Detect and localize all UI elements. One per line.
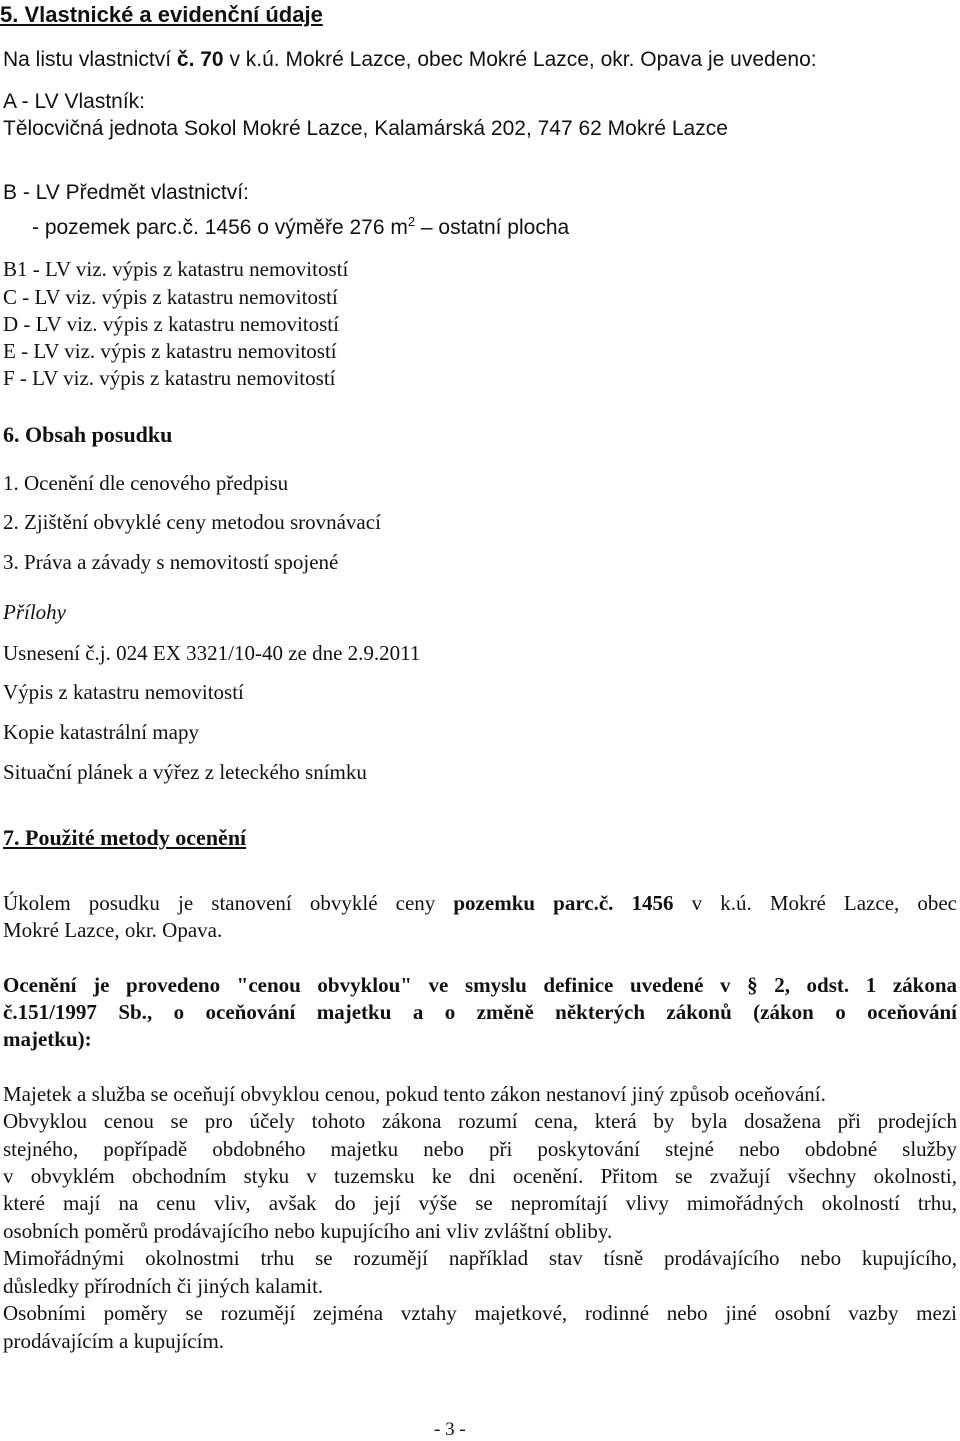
task-parcel: pozemku parc.č. 1456 [453, 891, 674, 915]
section-6-heading: 6. Obsah posudku [3, 422, 173, 447]
lv-line-e: E - LV viz. výpis z katastru nemovitostí [3, 339, 337, 363]
section-5-heading: 5. Vlastnické a evidenční údaje [0, 2, 323, 27]
attachment-resolution: Usnesení č.j. 024 EX 3321/10-40 ze dne 2.9.2011 [3, 641, 421, 665]
intro-pre: Na listu vlastnictví [3, 48, 177, 71]
section-7-heading: 7. Použité metody ocenění [3, 825, 247, 850]
lv-line-c: C - LV viz. výpis z katastru nemovitostí [3, 285, 338, 309]
content-item-2: 2. Zjištění obvyklé ceny metodou srovnávací [3, 510, 381, 534]
definition-line-3: majetku): [3, 1027, 92, 1051]
definition-line-1: Ocenění je provedeno "cenou obvyklou" ve smyslu definice uvedené v § 2, odst. 1 zákona [3, 973, 957, 997]
area-unit-exponent: 2 [407, 214, 416, 229]
paragraph-4-line-2: prodávajícím a kupujícím. [3, 1329, 225, 1353]
attachment-cadastre-extract: Výpis z katastru nemovitostí [3, 680, 244, 704]
section-b-label: B - LV Předmět vlastnictví: [3, 181, 249, 204]
page-number: - 3 - [434, 1419, 466, 1440]
lv-number: č. 70 [176, 48, 224, 71]
section-a-label: A - LV Vlastník: [3, 90, 146, 113]
ownership-intro [3, 48, 817, 72]
paragraph-1-line-1: Majetek a služba se oceňují obvyklou cenou, pokud tento zákon nestanoví jiný způsob oceňování. [3, 1082, 826, 1106]
intro-post: v k.ú. Mokré Lazce, obec Mokré Lazce, okr. Opava je uvedeno: [223, 48, 817, 71]
lv-line-b1: B1 - LV viz. výpis z katastru nemovitostí [3, 257, 349, 281]
content-item-3: 3. Práva a závady s nemovitostí spojené [3, 550, 339, 574]
task-line-1 [3, 891, 957, 915]
paragraph-2-line-3: v obvyklém obchodním styku v tuzemsku ke dni ocenění. Přitom se zvažují všechny okolnosti, [3, 1164, 957, 1188]
paragraph-2-line-4: které mají na cenu vliv, avšak do její výše se nepromítají vlivy mimořádných okolností trhu, [3, 1191, 957, 1215]
paragraph-4-line-1: Osobními poměry se rozumějí zejména vztahy majetkové, rodinné nebo jiné osobní vazby mezi [3, 1301, 957, 1325]
lv-line-f: F - LV viz. výpis z katastru nemovitostí [3, 366, 336, 390]
law-reference: č.151/1997 Sb. [3, 1000, 147, 1024]
task-line-2: Mokré Lazce, okr. Opava. [3, 918, 223, 942]
parcel-item [32, 216, 569, 240]
attachments-heading: Přílohy [3, 600, 66, 624]
attachment-site-plan: Situační plánek a výřez z leteckého snímku [3, 760, 367, 784]
parcel-type: – ostatní plocha [415, 216, 570, 239]
paragraph-3-line-1: Mimořádnými okolnostmi trhu se rozumějí například stav tísně prodávajícího nebo kupujícího, [3, 1246, 957, 1270]
paragraph-2-line-5: osobních poměrů prodávajícího nebo kupujícího ani vliv zvláštní obliby. [3, 1219, 613, 1243]
owner-name: Tělocvičná jednota Sokol Mokré Lazce, Kalamárská 202, 747 62 Mokré Lazce [3, 117, 728, 140]
task-post: v k.ú. Mokré Lazce, obec [673, 891, 958, 915]
paragraph-2-line-1: Obvyklou cenou se pro účely tohoto zákona rozumí cena, která by byla dosažena při prodejích [3, 1109, 957, 1133]
definition-line-2 [3, 1000, 957, 1024]
paragraph-2-line-2: stejného, popřípadě obdobného majetku nebo při poskytování stejné nebo obdobné služby [3, 1137, 957, 1161]
paragraph-3-line-2: důsledky přírodních či jiných kalamit. [3, 1274, 324, 1298]
parcel-text: - pozemek parc.č. 1456 o výměře 276 m [32, 216, 408, 239]
law-title: , o oceňování majetku a o změně některých zákonů (zákon o oceňování [146, 1000, 958, 1024]
attachment-cadastral-map: Kopie katastrální mapy [3, 720, 199, 744]
task-pre: Úkolem posudku je stanovení obvyklé ceny [3, 891, 454, 915]
content-item-1: 1. Ocenění dle cenového předpisu [3, 471, 289, 495]
lv-line-d: D - LV viz. výpis z katastru nemovitostí [3, 312, 339, 336]
